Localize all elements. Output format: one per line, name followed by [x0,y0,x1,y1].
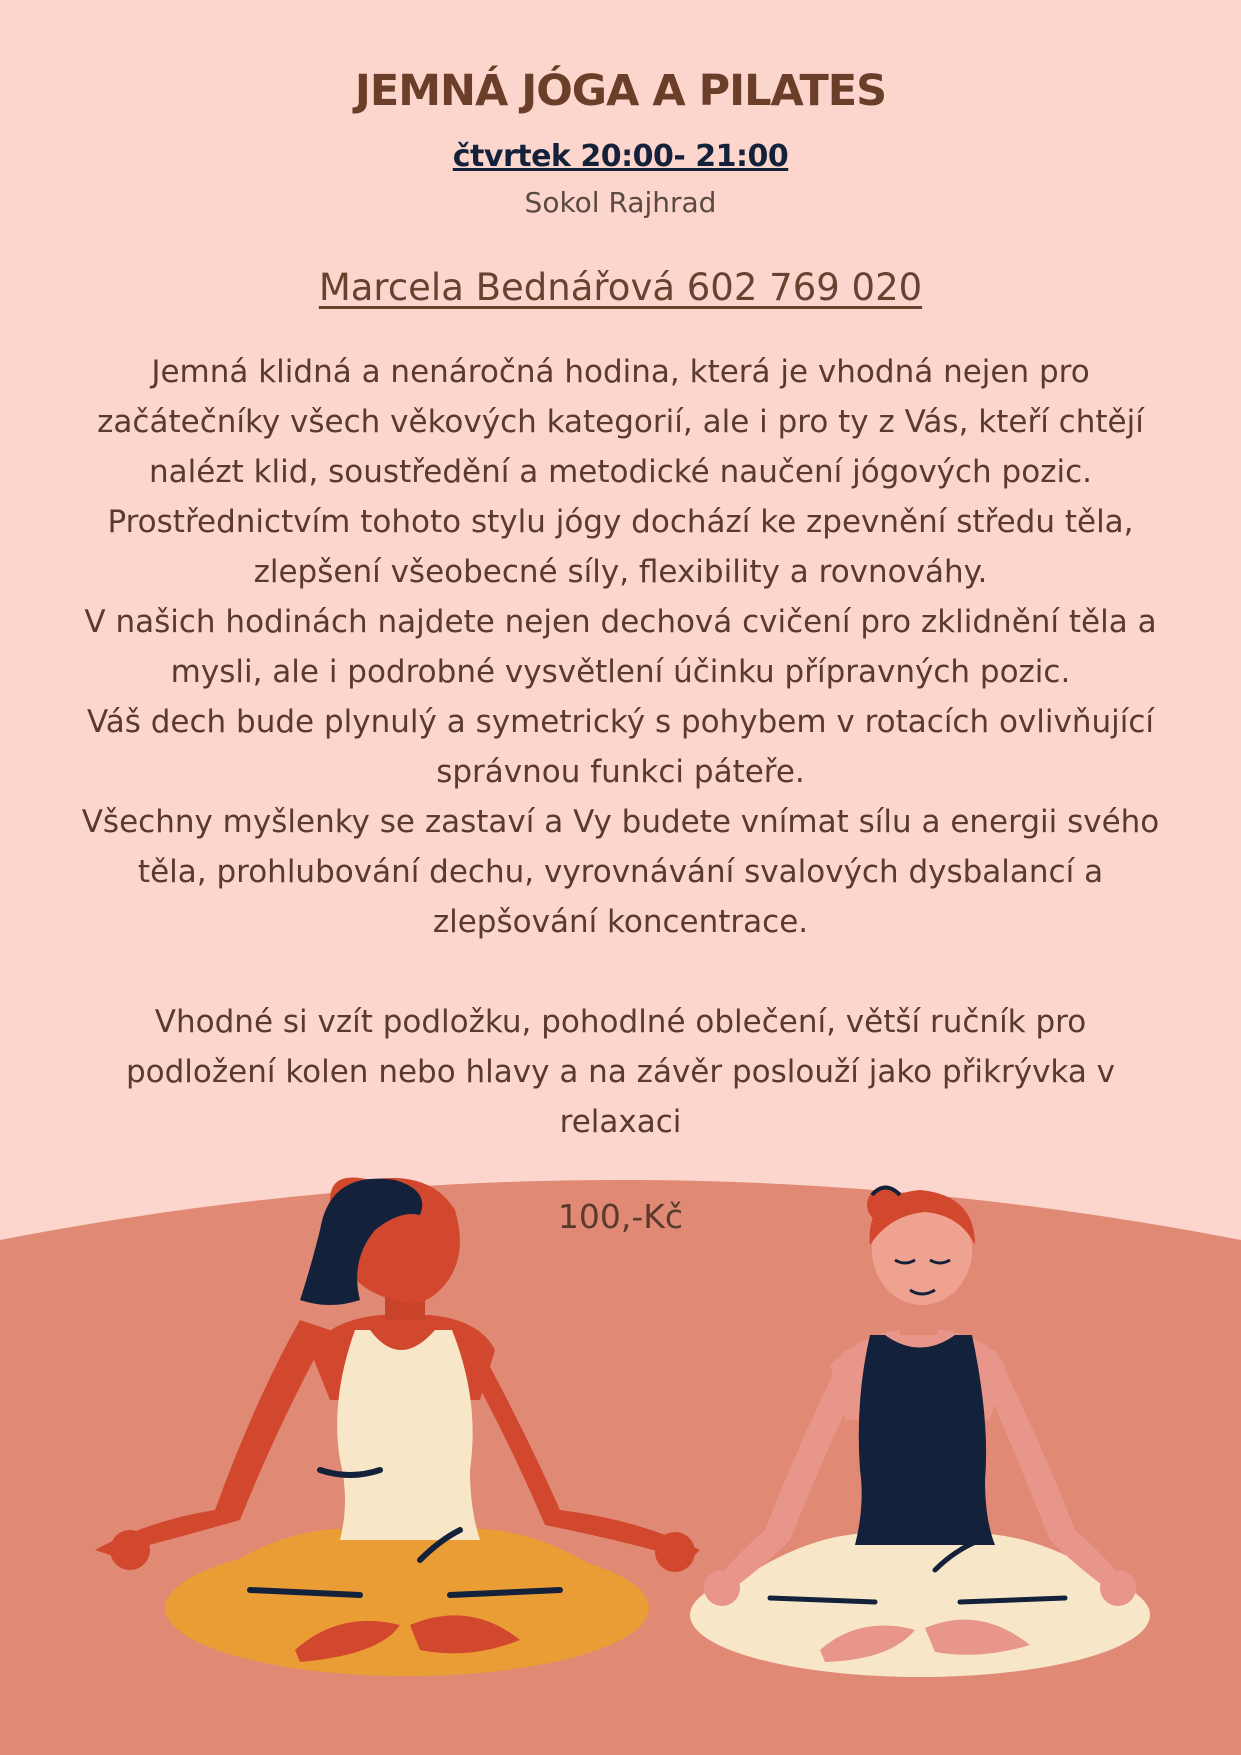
description-line: zlepšení všeobecné síly, flexibility a rovnováhy. [253,554,988,590]
description-line: Váš dech bude plynulý a symetrický s pohybem v rotacích ovlivňující [86,704,1155,740]
description-line: Všechny myšlenky se zastaví a Vy budete vnímat sílu a energii svého [81,804,1160,840]
description-line: těla, prohlubování dechu, vyrovnávání svalových dysbalancí a [137,854,1104,890]
contact-instructor: Marcela Bednářová 602 769 020 [318,266,923,309]
description-line: správnou funkci páteře. [436,754,805,790]
description-line: mysli, ale i podrobné vysvětlení účinku přípravných pozic. [170,654,1071,690]
description-line: nalézt klid, soustředění a metodické naučení jógových pozic. [148,454,1092,490]
schedule-time: čtvrtek 20:00- 21:00 [452,139,789,174]
description-line: Jemná klidná a nenáročná hodina, která je vhodná nejen pro [151,354,1090,390]
venue-name: Sokol Rajhrad [524,186,717,219]
bring-line: podložení kolen nebo hlavy a na závěr poslouží jako přikrývka v [125,1054,1116,1090]
right-woman-figure [690,1187,1150,1677]
page-title: JEMNÁ JÓGA A PILATES [354,66,887,116]
description-line: začátečníky všech věkových kategorií, ale i pro ty z Vás, kteří chtějí [97,404,1144,440]
description-line: Prostřednictvím tohoto stylu jógy dochází ke zpevnění středu těla, [107,504,1134,540]
bring-line: relaxaci [559,1104,682,1140]
price: 100,-Kč [557,1197,684,1236]
description-line: zlepšování koncentrace. [432,904,809,940]
description-line: V našich hodinách najdete nejen dechová cvičení pro zklidnění těla a [84,604,1157,640]
left-woman-figure [95,1178,700,1677]
bring-line: Vhodné si vzít podložku, pohodlné oblečení, větší ručník pro [154,1004,1087,1040]
